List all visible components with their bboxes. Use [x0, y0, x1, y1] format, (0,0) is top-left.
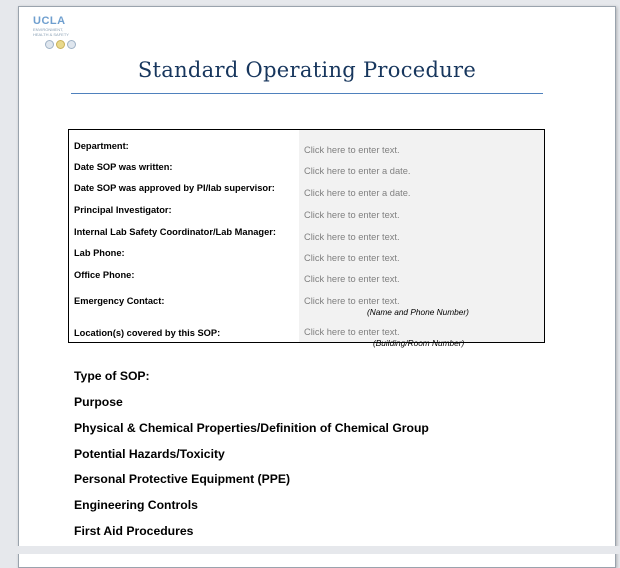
title-underline — [71, 93, 543, 94]
date-approved-label: Date SOP was approved by PI/lab supervisor: — [74, 183, 275, 193]
office-phone-field[interactable]: Click here to enter text. — [304, 274, 400, 284]
emergency-contact-hint: (Name and Phone Number) — [367, 307, 469, 317]
section-engineering-controls: Engineering Controls — [74, 498, 198, 512]
emergency-contact-field[interactable]: Click here to enter text. — [304, 296, 400, 306]
department-label: Department: — [74, 141, 129, 151]
workspace-background — [0, 546, 620, 554]
lab-phone-label: Lab Phone: — [74, 248, 125, 258]
lab-safety-coordinator-field[interactable]: Click here to enter text. — [304, 232, 400, 242]
location-label: Location(s) covered by this SOP: — [74, 328, 221, 338]
document-title: Standard Operating Procedure — [137, 58, 477, 82]
section-properties: Physical & Chemical Properties/Definition of Chemical Group — [74, 421, 429, 435]
lab-safety-coordinator-label: Internal Lab Safety Coordinator/Lab Manager: — [74, 227, 276, 237]
section-type-of-sop: Type of SOP: — [74, 369, 150, 383]
radiation-emblem-icon — [45, 40, 54, 49]
sop-info-table — [68, 129, 545, 348]
section-hazards: Potential Hazards/Toxicity — [74, 447, 225, 461]
lab-phone-field[interactable]: Click here to enter text. — [304, 253, 400, 263]
date-approved-field[interactable]: Click here to enter a date. — [304, 188, 411, 198]
principal-investigator-field[interactable]: Click here to enter text. — [304, 210, 400, 220]
logo-emblems — [45, 40, 93, 49]
date-written-field[interactable]: Click here to enter a date. — [304, 166, 411, 176]
ucla-ehs-logo — [33, 16, 93, 56]
date-written-label: Date SOP was written: — [74, 162, 173, 172]
location-hint: (Building/Room Number) — [373, 338, 465, 348]
logo-sub-line2: HEALTH & SAFETY — [33, 32, 69, 37]
logo-sub-line1: ENVIRONMENT, — [33, 27, 64, 32]
office-phone-label: Office Phone: — [74, 270, 135, 280]
document-page — [18, 6, 616, 568]
location-field[interactable]: Click here to enter text. — [304, 327, 400, 337]
section-ppe: Personal Protective Equipment (PPE) — [74, 472, 291, 486]
section-first-aid: First Aid Procedures — [74, 524, 194, 538]
logo-org: UCLA — [33, 15, 66, 27]
principal-investigator-label: Principal Investigator: — [74, 205, 172, 215]
section-purpose: Purpose — [74, 395, 123, 409]
department-field[interactable]: Click here to enter text. — [304, 145, 400, 155]
chemical-emblem-icon — [67, 40, 76, 49]
emergency-contact-label: Emergency Contact: — [74, 296, 165, 306]
biohazard-emblem-icon — [56, 40, 65, 49]
